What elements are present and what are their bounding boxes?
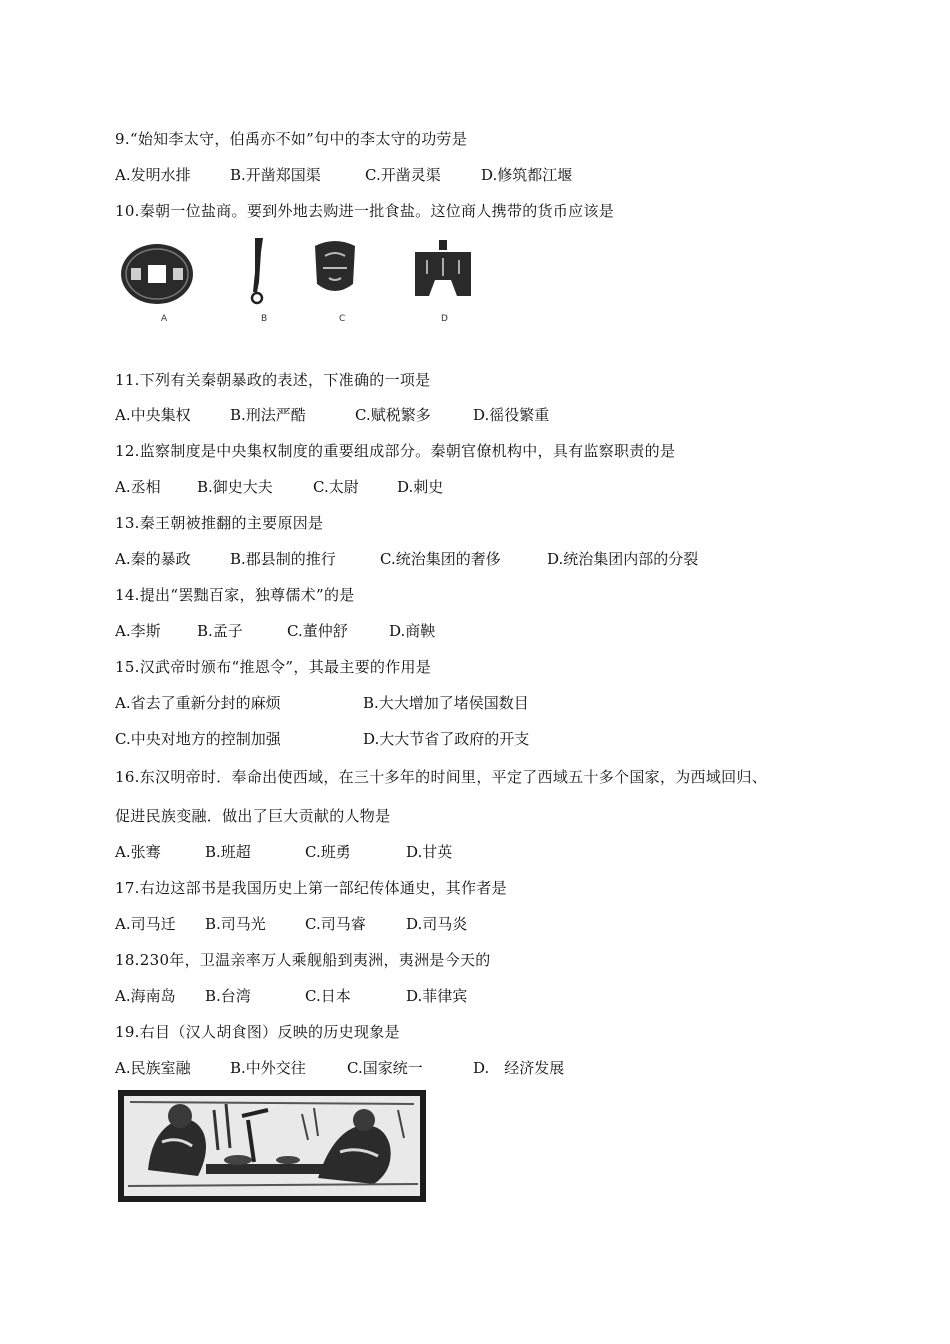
option-b: B.台湾 (205, 987, 251, 1005)
option-c: C.国家统一 (347, 1059, 423, 1077)
option-a: A.海南岛 (115, 987, 176, 1005)
question-14-stem: 14.提出“罢黜百家，独尊儒术”的是 (115, 586, 355, 604)
option-b: B.司马光 (205, 915, 266, 933)
option-d: D.商鞅 (389, 622, 436, 640)
option-a: A.发明水排 (115, 166, 191, 184)
option-c: C.董仲舒 (287, 622, 348, 640)
question-16-stem-continued: 促进民族变融．做出了巨大贡献的人物是 (115, 807, 391, 825)
option-a: A.秦的暴政 (115, 550, 191, 568)
option-a: A.张骞 (115, 843, 161, 861)
option-d: D.修筑都江堰 (481, 166, 573, 184)
coin-illustrations (115, 232, 495, 314)
question-19-stem: 19.右目（汉人胡食图）反映的历史现象是 (115, 1023, 400, 1041)
option-d: D.司马炎 (406, 915, 468, 933)
option-c: C.统治集团的奢侈 (380, 550, 501, 568)
option-b: B.御史大夫 (197, 478, 273, 496)
option-a: A.省去了重新分封的麻烦 (115, 694, 281, 712)
question-16-stem: 16.东汉明帝时．奉命出使西域，在三十多年的时间里，平定了西域五十多个国家，为西域回归、 (115, 768, 768, 786)
question-13-stem: 13.秦王朝被推翻的主要原因是 (115, 514, 324, 532)
coin-label-d: D (441, 314, 448, 324)
option-c: C.赋税繁多 (355, 406, 431, 424)
coin-label-a: A (161, 314, 168, 324)
option-b: B.孟子 (197, 622, 243, 640)
coin-label-b: B (261, 314, 268, 324)
option-d: D.徭役繁重 (473, 406, 550, 424)
option-b: B.大大增加了堵侯国数目 (363, 694, 529, 712)
question-18-stem: 18.230年，卫温亲率万人乘舰船到夷洲，夷洲是今天的 (115, 951, 491, 969)
option-c: C.中央对地方的控制加强 (115, 730, 281, 748)
option-d: D.刺史 (397, 478, 444, 496)
option-a: A.丞相 (115, 478, 161, 496)
option-c: C.开凿灵渠 (365, 166, 441, 184)
option-a: A.司马迁 (115, 915, 176, 933)
ant-nose-coin-image (315, 241, 355, 291)
question-17-stem: 17.右边这部书是我国历史上第一部纪传体通史，其作者是 (115, 879, 507, 897)
question-9-stem: 9.“始知李太守，伯禹亦不如”句中的李太守的功劳是 (115, 130, 468, 148)
option-a: A.民族室融 (115, 1059, 191, 1077)
woodcut-illustration (118, 1090, 426, 1202)
option-b: B.开凿郑国渠 (230, 166, 321, 184)
option-b: B.班超 (205, 843, 251, 861)
option-c: C.日本 (305, 987, 351, 1005)
option-d: D.大大节省了政府的开支 (363, 730, 530, 748)
coin-label-c: C (339, 314, 346, 324)
coin-images (115, 232, 495, 332)
option-c: C.班勇 (305, 843, 351, 861)
question-11-stem: 11.下列有关秦朝暴政的表述，下准确的一项是 (115, 371, 431, 389)
option-b: B.中外交往 (230, 1059, 306, 1077)
option-a: A.中央集权 (115, 406, 191, 424)
option-c: C.司马睿 (305, 915, 366, 933)
round-coin-image (121, 244, 193, 304)
question-12-stem: 12.监察制度是中央集权制度的重要组成部分。秦朝官僚机构中，具有监察职责的是 (115, 442, 676, 460)
option-d: D.菲律宾 (406, 987, 468, 1005)
knife-coin-image (252, 238, 263, 303)
option-a: A.李斯 (115, 622, 161, 640)
option-d: D.统治集团内部的分裂 (547, 550, 699, 568)
question-15-stem: 15.汉武帝时颁布“推恩令”，其最主要的作用是 (115, 658, 432, 676)
question-10-stem: 10.秦朝一位盐商。要到外地去购进一批食盐。这位商人携带的货币应该是 (115, 202, 615, 220)
option-b: B.刑法严酷 (230, 406, 306, 424)
spade-coin-image (415, 240, 471, 296)
han-hu-food-picture (118, 1090, 426, 1202)
option-b: B.郡县制的推行 (230, 550, 336, 568)
option-d: D. 经济发展 (473, 1059, 565, 1077)
option-d: D.甘英 (406, 843, 453, 861)
option-c: C.太尉 (313, 478, 359, 496)
